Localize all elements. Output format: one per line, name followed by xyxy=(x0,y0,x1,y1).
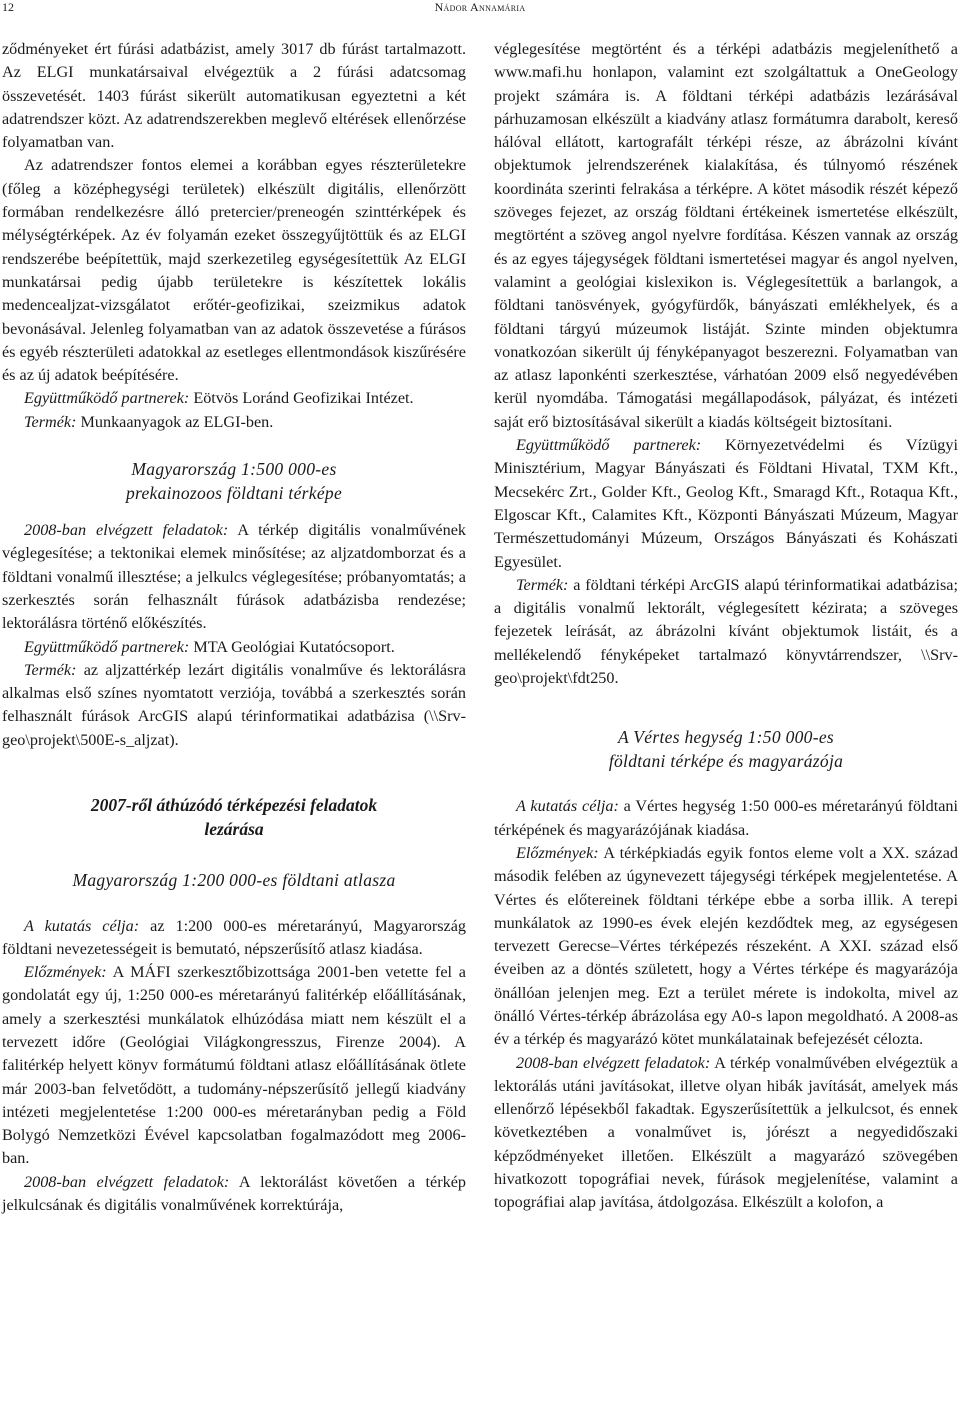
partners-text: Eötvös Loránd Geofizikai Intézet. xyxy=(189,389,414,408)
tasks-label: 2008-ban elvégzett feladatok: xyxy=(24,1172,230,1191)
partners-text: Környezetvédelmi és Vízügyi Minisztérium, Magyar Bányászati és Földtani Hivatal, TXM Kft., Mecsekérc Zrt., Golder Kft., Geolog Kft., Smaragd Kft., Rotaqua Kft., Elgoscar Kft., Calamites Kft., Központi Bányászati Múzeum, Magyar Természettudományi Múzeum, Országos Bányászati és Kohászati Egyesület. xyxy=(494,436,958,571)
major-title-line: lezárása xyxy=(204,818,264,839)
antecedents-label: Előzmények: xyxy=(24,963,107,982)
antecedents-label: Előzmények: xyxy=(516,843,599,862)
partners-paragraph xyxy=(494,434,958,574)
section-title-line: földtani térképe és magyarázója xyxy=(608,750,844,771)
section-title xyxy=(2,458,466,505)
running-title: Nádor Annamária xyxy=(434,0,526,14)
paragraph: véglegesítése megtörtént és a térképi adatbázis megjeleníthető a www.mafi.hu honlapon, valamint ezt szolgáltattuk a OneGeology projekt számára is. A földtani térképi adatbázis lezárásával párhuzamosan elkészült a kiadvány atlasz formátumra darabolt, kereső hálóval ellátott, kartografált térképi része, az ábrázolni kívánt objektumok jelrendszerének kialakítása, és túlnyomó részének koordináta szerinti felrakása a térképre. A kötet második részét képező szöveges fejezet, az ország földtani értékeinek ismertetése elkészült, megtörtént a szöveg angol nyelvre fordítása. Készen vannak az ország és az egyes tájegységek földtani ismertetései magyar és angol nyelven, valamint a geológiai kislexikon is. Véglegesítettük a barlangok, a földtani tanösvények, gyógyfürdők, bányászati emlékhelyek, és a földtani tárgyú múzeumok listáját. Szinte minden objektumra vonatkozóan sikerült új fényképanyagot beszerezni. Folyamatban van az atlasz laponkénti szerkesztése, várhatóan 2009 első negyedévében kerül nyomdába. Támogatási megállapodások, pályázat, és intézeti saját erő biztosításával sikerült a kiadás költségeit biztosítani. xyxy=(494,40,958,431)
tasks-text: A lektorálást követően a térkép jelkulcsának és digitális vonalművének korrektúrája, xyxy=(2,1172,466,1215)
section-title-line: A Vértes hegység 1:50 000-es xyxy=(617,727,835,748)
product-paragraph xyxy=(494,574,958,690)
tasks-paragraph xyxy=(2,1171,466,1218)
product-text: a földtani térképi ArcGIS alapú térinformatikai adatbázisa; a digitális vonalmű lektorált, véglegesített kézirata; a szöveges fejezetek leírását, az ábrázolni kívánt objektumok listáit, és a mellékelendő fényképeket tartalmazó könyvtárrendszer, \\Srv-geo\projekt\fdt250. xyxy=(494,575,958,688)
goal-paragraph xyxy=(494,795,958,842)
product-text: Munkaanyagok az ELGI-ben. xyxy=(76,412,274,431)
goal-label: A kutatás célja: xyxy=(24,916,140,935)
partners-label: Együttműködő partnerek: xyxy=(516,436,702,455)
tasks-label: 2008-ban elvégzett feladatok: xyxy=(24,521,229,540)
running-head xyxy=(0,0,960,16)
goal-text: az 1:200 000-es méretarányú, Magyarország földtani nevezetességeit is bemutató, népszerűsítő atlasz kiadása. xyxy=(2,916,466,958)
product-label: Termék: xyxy=(24,660,77,679)
product-label: Termék: xyxy=(24,412,77,431)
tasks-text: A térkép vonalművében elvégeztük a lektorálás utáni javításokat, illetve olyan hibák javítását, amelyek más ellenőrző lépésekből fakadtak. Egyszerűsítettük a jelkulcsot, és ennek következtében a vonalművet is, jórészt a negyedidőszaki képződményeket illetően. Elkészült a magyarázó szövegében hivatkozott topográfiai nevek, fúrások megjelenítése, valamint a topográfiai alap javítása, átdolgozása. Elkészült a kolofon, a xyxy=(494,1053,958,1212)
partners-paragraph xyxy=(2,387,466,410)
section-title-line: prekainozoos földtani térképe xyxy=(125,482,343,503)
tasks-paragraph xyxy=(2,519,466,635)
product-paragraph xyxy=(2,659,466,752)
paragraph: Az adatrendszer fontos elemei a korábban egyes részterületekre (főleg a középhegységi területek) elkészült digitális, ellenőrzött formában rendelkezésre álló pretercier/preneogén szinttérképek és mélységtérképek. Az év folyamán ezeket összegyűjtöttük és az ELGI rendszerébe beépítettük, majd szerkezetileg egységesítettük Az ELGI munkatársai pedig újabb területekre is készítettek lokális medencealjzat-vizsgálatot erőtér-geofizikai, szeizmikus adatok bevonásával. Jelenleg folyamatban van az adatok összevetése a fúrásos és egyéb részterületi adatokkal az esetleges ellentmondások kiszűrésére és az új adatok beépítésére. xyxy=(2,156,466,385)
antecedents-paragraph xyxy=(2,961,466,1171)
tasks-text: A térkép digitális vonalművének véglegesítése; a tektonikai elemek minősítése; az aljzatdomborzat és a földtani vonalmű illesztése; a jelkulcs véglegesítése; próbanyomtatás; a szerkesztés során felhasznált fúrások adatbázisba rendezése; lektorálásra történő előkészítés. xyxy=(2,521,466,633)
partners-label: Együttműködő partnerek: xyxy=(24,389,190,408)
section-title xyxy=(2,869,466,893)
product-label: Termék: xyxy=(516,575,569,594)
goal-text: a Vértes hegység 1:50 000-es méretarányú földtani térképének és magyarázójának kiadása. xyxy=(494,797,958,839)
section-title-line: Magyarország 1:500 000-es xyxy=(131,459,337,480)
product-text: az aljzattérkép lezárt digitális vonalműve és lektorálásra alkalmas első színes nyomtatott verziója, továbbá a szerkesztés során felhasznált fúrások ArcGIS alapú térinformatikai adatbázisa (\\Srv-geo\projekt\500E-s_aljzat). xyxy=(2,660,466,749)
partners-label: Együttműködő partnerek: xyxy=(24,637,190,656)
right-column xyxy=(494,38,958,1215)
product-paragraph xyxy=(2,411,466,434)
tasks-label: 2008-ban elvégzett feladatok: xyxy=(516,1053,711,1072)
antecedents-text: A térképkiadás egyik fontos eleme volt a XX. század második felében az úgynevezett tájegységi térképek megjelentetése. A Vértes és előtereinek földtani térképe ebbe a sorba illik. A terepi munkálatok az 1990-es évek elején kezdődtek meg, az egységesen tervezett Gerecse–Vértes térképezés részeként. A XXI. század első éveiben az a döntés született, hogy a Vértes térképe és magyarázója önállóan jelenjen meg. Ezt a terület mérete is indokolta, mivel az önálló Vértes-térkép ábrázolása egy A0-s lapon megoldható. A 2008-as év a térkép és magyarázó kötet munkálatainak befejezését célozta. xyxy=(494,843,958,1049)
goal-paragraph xyxy=(2,915,466,962)
antecedents-paragraph xyxy=(494,842,958,1052)
left-column xyxy=(2,38,466,1217)
paragraph: ződményeket ért fúrási adatbázist, amely 3017 db fúrást tartalmazott. Az ELGI munkatársaival elvégeztük a 2 fúrási adatcsomag összevetését. 1403 fúrást sikerült automatikusan egyeztetni a két adatrendszer közt. Az adatrendszerekben meglevő eltérések ellenőrzése folyamatban van. xyxy=(2,40,466,152)
major-title-line: 2007-ről áthúzódó térképezési feladatok xyxy=(90,795,378,816)
section-title xyxy=(494,726,958,773)
section-title-line: Magyarország 1:200 000-es földtani atlasza xyxy=(72,870,396,891)
goal-label: A kutatás célja: xyxy=(516,797,619,816)
page-number: 12 xyxy=(2,0,14,14)
antecedents-text: A MÁFI szerkesztőbizottsága 2001-ben vetette fel a gondolatát egy új, 1:250 000-es méretarányú falitérkép előállításának, amely a szerkesztési munkálatok elhúzódása miatt nem készült el a tervezett időre (Geológiai Világkongresszus, Firenze 2004). A falitérkép helyett könyv formátumú földtani atlasz előállításának ötlete már 2003-ban felvetődött, a tudomány-népszerűsítő jellegű kiadvány intézeti megjelentetése 1:200 000-es méretarányban pedig a Föld Bolygó Nemzetközi Évével kapcsolatban fogalmazódott meg 2006-ban. xyxy=(2,963,466,1168)
partners-text: MTA Geológiai Kutatócsoport. xyxy=(189,637,395,656)
tasks-paragraph xyxy=(494,1052,958,1215)
major-section-title xyxy=(2,794,466,841)
partners-paragraph xyxy=(2,636,466,659)
